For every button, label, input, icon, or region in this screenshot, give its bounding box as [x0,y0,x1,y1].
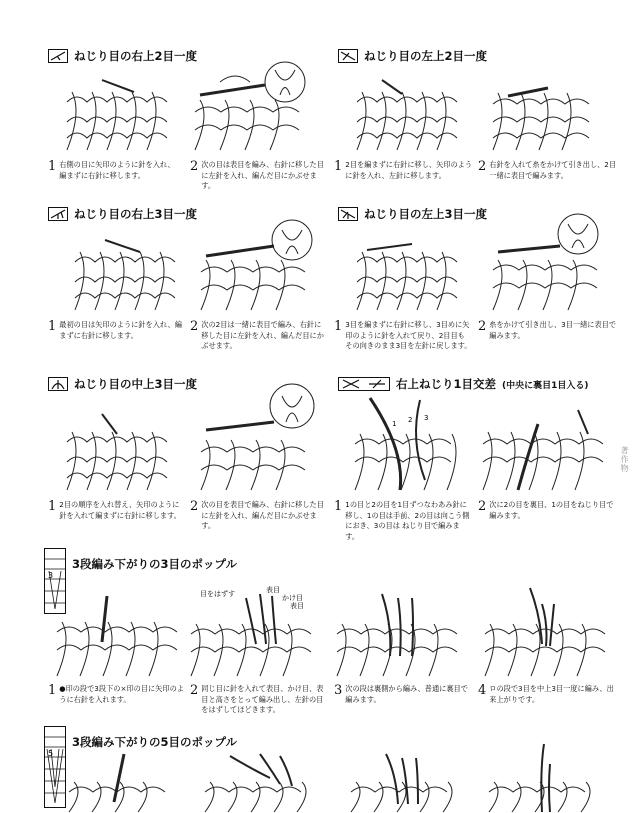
section-title-text: ねじり目の左上3目一度 [364,207,488,221]
step-text: ●印の段で3段下の×印の目に矢印のように右針を入れます。 [59,684,184,704]
step-text: 2目を編まずに右針に移し、矢印のように針を入れ、左針に移します。 [345,160,473,180]
stitch-label-2: 2 [408,416,413,424]
knit-diagram-6-1 [350,390,468,492]
section-title-text: ねじり目の右上2目一度 [74,49,198,63]
right-twist-3dec-symbol-icon [48,207,68,221]
knit-diagram-2-2 [488,68,600,152]
step-number: 2 [478,499,487,514]
section-title-5 [48,376,197,392]
knit-diagram-5-1 [62,404,174,492]
step-caption [48,160,180,181]
section-title-7 [72,556,237,572]
step-number: 1 [48,319,57,334]
step-caption [48,500,186,521]
section-title-text: 右上ねじり1目交差 [396,377,497,391]
knit-diagram-3-1 [70,232,182,312]
label-knit: 表目 [266,586,280,594]
step-text: 同じ目に針を入れて表目、かけ目、表目と高さをとって編み出し、左針の目をはずしてほどきます。 [201,684,324,714]
knit-diagram-5-2 [196,382,320,492]
step-number: 1 [48,499,57,514]
step-number: 2 [190,319,199,334]
step-number: 2 [478,319,487,334]
knit-diagram-8-4 [484,740,610,813]
step-text: 次の段は裏側から編み、普通に裏目で編みます。 [345,684,468,704]
bobble-chart-5 [44,726,66,808]
step-number: 1 [48,683,57,698]
step-text: 次の目は表目を編み、右針に移した目に左針を入れ、編んだ目にかぶせます。 [201,160,324,190]
knit-diagram-8-1 [64,752,180,813]
knit-diagram-3-2 [196,218,314,312]
stitch-label-3: 3 [424,414,429,422]
right-twist-dec-symbol-icon [48,49,68,63]
step-number: 3 [334,683,343,698]
knit-diagram-7-2 [186,584,324,678]
step-caption [478,500,618,521]
step-number: 1 [334,159,343,174]
step-number: 2 [190,683,199,698]
step-text: 右針を入れて糸をかけて引き出し、2目一緒に表目で編みます。 [489,160,617,180]
step-number: 2 [190,499,199,514]
knit-diagram-7-3 [332,584,468,678]
cross-stitch-symbol-icon [338,377,390,391]
knit-diagram-4-2 [488,212,608,312]
step-caption [190,500,326,532]
stitch-label-1: 1 [392,420,397,428]
step-caption [334,320,472,352]
step-number: 4 [478,683,487,698]
section-title-3 [48,206,197,222]
section-title-text: ねじり目の左上2目一度 [364,49,488,63]
label-knit-2: 表目 [290,602,304,610]
step-text: 次の2目は一緒に表目で編み、右針に移した目に左針を入れ、編んだ目にかぶせます。 [201,320,324,350]
section-title-4 [338,206,487,222]
step-text: 3目を編まずに右針に移し、3目めに矢印のように針を入れて戻り、2目目もその向きのまま3目を左針に戻します。 [345,320,472,350]
step-caption [48,684,184,705]
knit-diagram-1-2 [190,60,310,152]
step-text: 糸をかけて引き出し、3目一緒に表目で編みます。 [489,320,617,340]
step-caption [478,320,618,341]
section-title-1 [48,48,197,64]
knit-diagram-8-2 [200,748,320,813]
knit-diagram-7-4 [480,584,612,678]
step-number: 2 [190,159,199,174]
step-caption [334,684,472,705]
knit-diagram-4-1 [352,232,464,312]
step-text: 右側の目に矢印のように針を入れ、編まずに右針に移します。 [59,160,175,180]
step-text: 最初の目は矢印のように針を入れ、編まずに右針に移します。 [59,320,182,340]
left-twist-dec-symbol-icon [338,49,358,63]
section-title-text: 3段編み下がりの5目のポップル [72,735,238,749]
chart-row-number: 5 [48,749,54,758]
step-caption [478,684,618,705]
label-remove-stitch: 目をはずす [200,590,235,598]
step-caption [334,160,474,181]
step-caption [334,500,472,542]
knit-diagram-1-1 [62,72,174,152]
left-twist-3dec-symbol-icon [338,207,358,221]
label-yarn-over: かけ目 [282,594,303,602]
step-text: 2目の順序を入れ替え、矢印のように針を入れて編まずに右針に移します。 [59,500,181,520]
step-number: 1 [334,319,343,334]
step-caption [190,684,326,716]
step-text: 次に2の目を裏目、1の目をねじり目で編みます。 [489,500,614,520]
step-number: 1 [334,499,343,514]
step-text: ロの段で3目を中上3目一度に編み、出来上がりです。 [489,684,614,704]
chart-row-number: 3 [48,571,54,580]
step-caption [48,320,186,341]
watermark: 著作物 [620,446,629,473]
step-caption [478,160,618,181]
knit-diagram-7-1 [52,592,180,678]
step-text: 1の目と2の目を1目ずつなわあみ針に移し、1の目は手前、2の目は向こう側におき、3の目は ねじり目で編みます。 [345,500,470,541]
center-twist-3dec-symbol-icon [48,377,68,391]
section-title-text: ねじり目の右上3目一度 [74,207,198,221]
step-number: 2 [478,159,487,174]
knit-diagram-2-1 [352,72,464,152]
section-title-text: ねじり目の中上3目一度 [74,377,198,391]
step-text: 次の目を表目で編み、右針に移した目に左針を入れ、編んだ目にかぶせます。 [201,500,324,530]
knit-diagram-8-3 [346,744,468,813]
step-caption [190,320,326,352]
section-title-2 [338,48,487,64]
step-number: 1 [48,159,57,174]
section-title-text: 3段編み下がりの3目のポップル [72,557,238,571]
step-caption [190,160,326,192]
section-subtitle: (中央に裏目1目入る) [502,380,589,391]
knit-diagram-6-2 [478,404,608,492]
